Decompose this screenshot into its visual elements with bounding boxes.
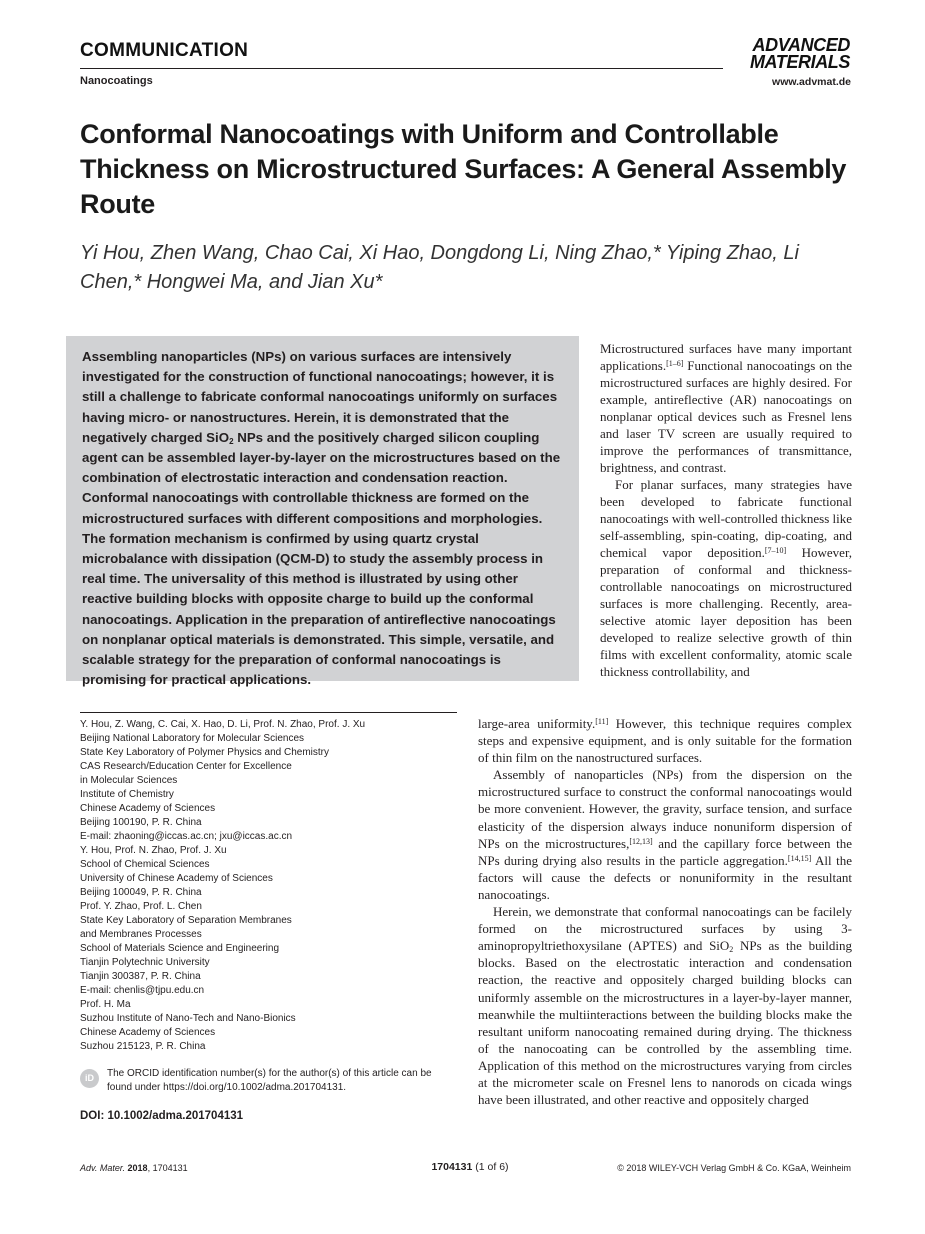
orcid-icon[interactable]: iD	[80, 1069, 99, 1088]
abstract-text	[82, 347, 568, 690]
abstract-part-a: Assembling nanoparticles (NPs) on various surfaces are intensively investigated for the construction of functional nanocoatings; however, it is still a challenge to fabricate conformal nanocoatings uniformly on surfaces having micro- or nanostructures. Herein, it is demonstrated that the negatively charged SiO	[82, 349, 558, 445]
subsection-label: Nanocoatings	[80, 75, 153, 87]
affiliation-line: Tianjin Polytechnic University	[80, 957, 210, 968]
header-rule	[80, 68, 723, 69]
footer-page-id: 1704131	[431, 1161, 473, 1173]
p1-text-a: Microstructured surfaces have many important applications.	[600, 341, 852, 373]
affiliation-line[interactable]: E-mail: zhaoning@iccas.ac.cn; jxu@iccas.ac.cn	[80, 831, 293, 842]
affiliation-line: Suzhou 215123, P. R. China	[80, 1041, 206, 1052]
affiliation-line: Chinese Academy of Sciences	[80, 1027, 216, 1038]
p2-text-a: For planar surfaces, many strategies have been developed to fabricate functional nanocoatings with well-controlled thickness like self-assembling, spin-coating, dip-coating, and chemical vapor deposition.	[600, 477, 852, 560]
affiliation-line: Prof. Y. Zhao, Prof. L. Chen	[80, 901, 202, 912]
p3-text-c: All the factors will cause the defects or nonuniformity in the resultant nanocoatings.	[478, 852, 852, 902]
footer-page-of: (1 of 6)	[475, 1161, 509, 1173]
p4-text-a: Herein, we demonstrate that conformal nanocoatings can be facilely formed on the microstructured surfaces by using 3-aminopropyltriethoxysilane (APTES) and SiO	[478, 904, 852, 954]
p2-text-c: large-area uniformity.	[478, 716, 596, 731]
journal-logo	[730, 37, 850, 74]
affiliation-line: Institute of Chemistry	[80, 789, 174, 800]
section-label: COMMUNICATION	[80, 40, 249, 61]
p3-text-b: and the capillary force between the NPs during drying also results in the particle aggregation.	[478, 835, 852, 868]
footer-journal: Adv. Mater.	[80, 1163, 126, 1173]
citation-ref[interactable]: [11]	[595, 717, 609, 726]
abstract-subscript: 2	[229, 436, 234, 446]
footer-copyright: © 2018 WILEY-VCH Verlag GmbH & Co. KGaA, Weinheim	[617, 1163, 851, 1173]
body-paragraph-2	[600, 476, 852, 680]
logo-line-2: MATERIALS	[749, 52, 850, 72]
article-title: Conformal Nanocoatings with Uniform and Controllable Thickness on Microstructured Surfaces: A General Assembly Route	[80, 119, 847, 219]
body-paragraph-3	[478, 766, 852, 903]
p1-text-b: Functional nanocoatings on the microstructured surfaces are highly desired. For example, antireflective (AR) nanocoatings on nonplanar optical devices such as Fresnel lens and laser TV screen are usually required to improve the performances of transmittance, brightness, and contrast.	[600, 358, 852, 475]
affiliation-line: and Membranes Processes	[80, 929, 202, 940]
p4-subscript: 2	[729, 945, 734, 955]
affiliation-line: Y. Hou, Prof. N. Zhao, Prof. J. Xu	[80, 845, 227, 856]
footer-citation	[80, 1163, 188, 1173]
affiliation-line: Prof. H. Ma	[80, 999, 131, 1010]
affiliation-line: CAS Research/Education Center for Excellence	[80, 761, 292, 772]
affiliation-line: Beijing 100190, P. R. China	[80, 817, 202, 828]
abstract-part-b: NPs and the positively charged silicon coupling agent can be assembled layer-by-layer on the microstructures based on the combination of electrostatic interaction and condensation reaction. Conformal nanocoatings with controllable thickness are formed on the microstructured surfaces with different compositions and morphologies. The formation mechanism is confirmed by using quartz crystal microbalance with dissipation (QCM-D) to study the assembly process in real time. The universality of this method is illustrated by using other reactive building blocks with opposite charge to build up the conformal nanocoatings. Application in the preparation of antireflective nanocoatings on nonplanar optical materials is demonstrated. This simple, versatile, and scalable strategy for the preparation of conformal nanocoatings is promising for practical applications.	[82, 429, 561, 688]
body-paragraph-2-continued	[478, 715, 852, 766]
affiliation-line: University of Chinese Academy of Sciences	[80, 873, 273, 884]
author-list: Yi Hou, Zhen Wang, Chao Cai, Xi Hao, Dongdong Li, Ning Zhao,* Yiping Zhao, Li Chen,* Hongwei Ma, and Jian Xu*	[80, 242, 799, 293]
p2-text-b: However, preparation of conformal and thickness-controllable nanocoatings on microstructured surfaces is more challenging. Recently, area-selective atomic layer deposition has been developed to realize selective growth of thin films with excellent conformality, atomic scale thickness controllability, and	[600, 545, 852, 679]
orcid-note: The ORCID identification number(s) for the author(s) of this article can be found under https://doi.org/10.1002/adma.201704131.	[107, 1068, 432, 1093]
affiliation-line: Suzhou Institute of Nano-Tech and Nano-Bionics	[80, 1013, 296, 1024]
affiliation-line: Tianjin 300387, P. R. China	[80, 971, 201, 982]
affiliation-line: Y. Hou, Z. Wang, C. Cai, X. Hao, D. Li, Prof. N. Zhao, Prof. J. Xu	[80, 719, 366, 730]
footer-page	[380, 1161, 560, 1173]
affiliation-line: State Key Laboratory of Separation Membranes	[80, 915, 292, 926]
body-paragraph-4	[478, 903, 852, 1108]
p3-text-a: Assembly of nanoparticles (NPs) from the dispersion on the microstructured surface to construct the conformal nanocoatings would be more convenient. However, the gravity, surface tension, and surface elasticity of the dispersion always induce nonuniform dispersion of NPs on the microstructures,	[478, 767, 852, 851]
logo-line-1: ADVANCED	[752, 35, 850, 55]
footer-year: 2018	[127, 1163, 148, 1173]
doi-label[interactable]: DOI: 10.1002/adma.201704131	[80, 1110, 244, 1122]
body-column-lower	[478, 715, 852, 1108]
citation-ref[interactable]: [12,13]	[629, 836, 653, 846]
affiliation-line[interactable]: E-mail: chenlis@tjpu.edu.cn	[80, 985, 205, 996]
affiliation-rule	[80, 712, 457, 713]
citation-ref[interactable]: [7–10]	[764, 546, 787, 555]
p4-text-b: NPs as the building blocks. Based on the electrostatic interaction and condensation reaction, the reactive and oppositely charged building blocks can uniformly assemble on the microstructures in a layer-by-layer manner, meanwhile the multiinteractions between the building blocks make the resultant uniform nanocoating remained during drying. The thickness of the nanocoating can be controlled by the assembling time. Application of this method on the microstructures varying from circles at the micrometer scale on Fresnel lens to nanorods on cicada wings have been illustrated, and other reactive and oppositely charged	[478, 938, 852, 1108]
affiliation-line: School of Chemical Sciences	[80, 859, 210, 870]
footer-article-no: , 1704131	[147, 1163, 188, 1173]
affiliation-line: Beijing National Laboratory for Molecular Sciences	[80, 733, 305, 744]
citation-ref[interactable]: [1–6]	[666, 359, 684, 368]
affiliation-line: School of Materials Science and Engineering	[80, 943, 280, 954]
journal-url[interactable]: www.advmat.de	[772, 76, 851, 88]
body-paragraph-1	[600, 340, 852, 476]
body-column-upper	[600, 340, 852, 680]
affiliation-line: State Key Laboratory of Polymer Physics and Chemistry	[80, 747, 329, 758]
citation-ref[interactable]: [14,15]	[787, 853, 812, 863]
affiliation-line: Chinese Academy of Sciences	[80, 803, 216, 814]
affiliation-line: in Molecular Sciences	[80, 775, 178, 786]
p2-text-d: However, this technique requires complex steps and expensive equipment, and is only suitable for the formation of thin film on the nanostructured surfaces.	[478, 716, 852, 766]
affiliations	[80, 718, 460, 1054]
affiliation-line: Beijing 100049, P. R. China	[80, 887, 202, 898]
